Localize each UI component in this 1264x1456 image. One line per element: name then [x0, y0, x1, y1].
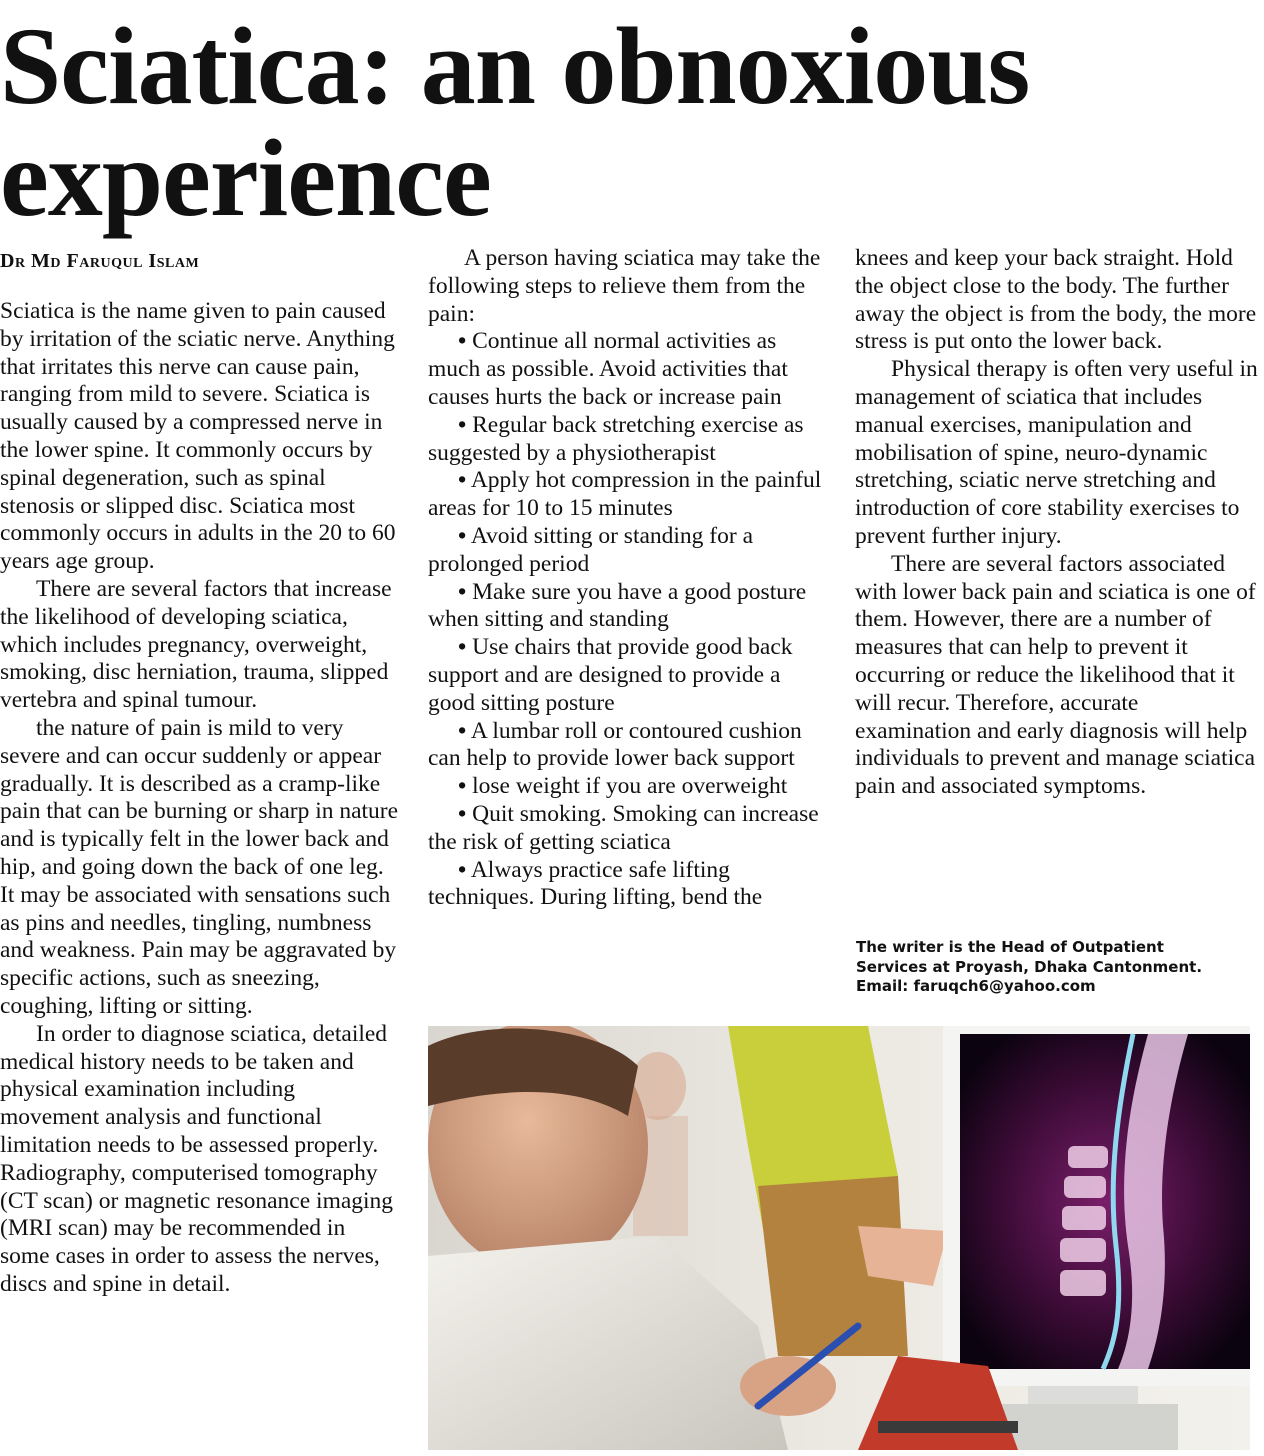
paragraph: the nature of pain is mild to very severe and can occur suddenly or appear gradually. It is described as a cramp-like pain that can be burning or sharp in nature and is typically felt in the lower back and hip, and going down the back of one leg. It may be associated with sensations such as pins and needles, tingling, numbness and weakness. Pain may be aggravated by specific actions, such as sneezing, coughing, lifting or sitting.	[0, 714, 399, 1019]
credit-line: Services at Proyash, Dhaka Cantonment.	[856, 957, 1203, 976]
bullet-item: • Continue all normal activities as much as possible. Avoid activities that causes hurts the back or increase pain	[428, 328, 788, 410]
bullet-item: • Avoid sitting or standing for a prolonged period	[428, 522, 754, 577]
bullet-icon: •	[458, 467, 467, 494]
bullet-item: • Apply hot compression in the painful areas for 10 to 15 minutes	[428, 467, 822, 522]
column-2	[428, 245, 833, 912]
bullet-item: • Quit smoking. Smoking can increase the risk of getting sciatica	[428, 800, 819, 855]
author-credit	[856, 938, 1256, 997]
bullet-icon: •	[458, 578, 467, 605]
bullet-icon: •	[458, 522, 467, 549]
paragraph: There are several factors associated with lower back pain and sciatica is one of them. However, there are a number of measures that can help to prevent it occurring or reduce the likelihood that it will recur. Therefore, accurate examination and early diagnosis will help individuals to prevent and manage sciatica pain and associated symptoms.	[855, 550, 1256, 800]
paragraph: In order to diagnose sciatica, detailed medical history needs to be taken and physical examination including movement analysis and functional limitation needs to be assessed properly. Radiography, computerised tomography (CT scan) or magnetic resonance imaging (MRI scan) may be recommended in some cases in order to assess the nerves, discs and spine in detail.	[0, 1020, 394, 1297]
bullet-item: • Make sure you have a good posture when sitting and standing	[428, 578, 807, 633]
bullet-icon: •	[458, 634, 467, 661]
paragraph: Sciatica is the name given to pain caused by irritation of the sciatic nerve. Anything that irritates this nerve can cause pain, ranging from mild to severe. Sciatica is usually caused by a compressed nerve in the lower spine. It commonly occurs by spinal degeneration, such as spinal stenosis or slipped disc. Sciatica most commonly occurs in adults in the 20 to 60 years age group.	[0, 298, 396, 575]
bullet-item: • lose weight if you are overweight	[458, 773, 788, 800]
bullet-icon: •	[458, 800, 467, 827]
bullet-icon: •	[458, 717, 467, 744]
byline: Dr Md Faruqul Islam	[0, 250, 200, 272]
headline	[0, 5, 1260, 239]
headline-line-1: Sciatica: an obnoxious	[0, 5, 1030, 127]
paragraph: knees and keep your back straight. Hold the object close to the body. The further away the object is from the body, the more stress is put onto the lower back.	[855, 245, 1257, 355]
paragraph: Physical therapy is often very useful in management of sciatica that includes manual exercises, manipulation and mobilisation of spine, neuro-dynamic stretching, sciatic nerve stretching and introduction of core stability exercises to prevent further injury.	[855, 356, 1258, 549]
paragraph: There are several factors that increase the likelihood of developing sciatica, which includes pregnancy, overweight, smoking, disc herniation, trauma, slipped vertebra and spinal tumour.	[0, 575, 392, 714]
bullet-item: • A lumbar roll or contoured cushion can help to provide lower back support	[428, 717, 802, 772]
bullet-item: • Use chairs that provide good back support and are designed to provide a good sitting posture	[428, 634, 793, 716]
headline-line-2: experience	[0, 117, 491, 239]
credit-line: The writer is the Head of Outpatient	[856, 938, 1164, 956]
column-1	[0, 298, 400, 1299]
bullet-item: • Regular back stretching exercise as suggested by a physiotherapist	[428, 411, 804, 466]
bullet-icon: •	[458, 856, 467, 883]
credit-email: Email: faruqch6@yahoo.com	[856, 977, 1096, 995]
column-3	[855, 245, 1260, 801]
doctor-mri-photo	[428, 1026, 1250, 1450]
bullet-icon: •	[458, 411, 467, 438]
bullet-icon: •	[458, 773, 467, 800]
bullet-icon: •	[458, 328, 467, 355]
bullet-item: • Always practice safe lifting techniques. During lifting, bend the	[428, 856, 763, 911]
paragraph-intro: A person having sciatica may take the following steps to relieve them from the pain:	[428, 245, 821, 327]
photo-illustration	[428, 1026, 1250, 1450]
